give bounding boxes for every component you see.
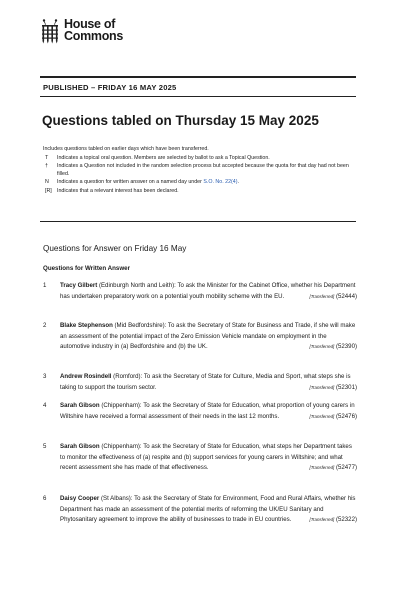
constituency: (Edinburgh North and Leith): [97, 282, 178, 289]
transferred-label: [Transferred] [309, 517, 335, 522]
note-dagger [43, 163, 353, 177]
notes-rule [40, 221, 356, 222]
question-text: To ask the Secretary of State for Business and Trade, if she will make an assessment of the potential impact of the Zero Emission Vehicle mandate on employment in the automotive industry in (a) Bedfordshire and (b) the UK. [60, 322, 356, 350]
question-body [60, 281, 357, 302]
question-text: To ask the Secretary of State for Environment, Food and Rural Affairs, whether his Department has made an assessment of the potential merits of reforming the UK/EU Sanitary and Phytosanitary agreement to improve the ability of businesses to trade in EU countries. [60, 495, 356, 523]
note-text: Indicates a topical oral question. Members are selected by ballot to ask a Topical Question. [57, 154, 270, 161]
note-text: Indicates a Question not included in the random selection process but accepted because the quota for that day had not been filled. [57, 163, 349, 177]
question-body [60, 442, 357, 474]
question-item [43, 442, 357, 474]
question-text: To ask the Minister for the Cabinet Office, whether his Department has undertaken preparatory work on a potential youth mobility scheme with the EU. [60, 282, 356, 300]
question-text: To ask the Secretary of State for Education, what steps her Department takes to monitor the effectiveness of (a) respite and (b) support services for young carers in Wiltshire; and what recent assessment she has made of that effectiveness. [60, 443, 352, 471]
constituency: (Romford): [111, 373, 144, 380]
question-number: 3 [43, 373, 47, 380]
transferred-label: [Transferred] [309, 344, 335, 349]
member-name: Tracy Gilbert [60, 282, 98, 289]
member-name: Blake Stephenson [60, 322, 113, 329]
question-text: To ask the Secretary of State for Culture, Media and Sport, what steps she is taking to support the tourism sector. [60, 373, 351, 391]
question-number: 6 [43, 495, 47, 502]
logo-line-2: Commons [64, 29, 124, 43]
question-number: 4 [43, 402, 47, 409]
note-symbol: † [45, 163, 48, 170]
section-title: Questions for Answer on Friday 16 May [43, 244, 187, 253]
member-name: Sarah Gibson [60, 402, 100, 409]
portcullis-icon [40, 18, 60, 44]
standing-order-link[interactable]: S.O. No. 22(4) [203, 179, 238, 186]
question-body [60, 321, 357, 353]
logo-line-1: House of [64, 17, 116, 31]
question-id: (52444) [335, 292, 357, 300]
transferred-label: [Transferred] [309, 384, 335, 390]
constituency: (Chippenham): [99, 402, 144, 409]
note-relevant-interest [43, 188, 353, 195]
question-item [43, 281, 357, 302]
note-symbol: N [45, 179, 49, 186]
question-body [60, 372, 357, 393]
published-date: PUBLISHED – FRIDAY 16 MAY 2025 [43, 83, 177, 92]
note-named-day [43, 179, 353, 186]
member-name: Daisy Cooper [60, 495, 100, 502]
note-topical [43, 155, 353, 162]
note-text-main: Indicates a question for written answer on a named day under [57, 179, 202, 186]
transferred-label: [Transferred] [309, 413, 335, 419]
question-body [60, 401, 357, 422]
question-id: (52476) [335, 412, 357, 420]
section-subtitle: Questions for Written Answer [43, 265, 130, 272]
note-suffix: . [237, 179, 239, 186]
member-name: Sarah Gibson [60, 443, 100, 450]
question-item [43, 494, 357, 526]
constituency: (Chippenham): [99, 443, 144, 450]
question-item [43, 372, 357, 393]
note-symbol: T [45, 154, 49, 161]
house-of-commons-logo [40, 18, 123, 44]
question-number: 1 [43, 282, 47, 289]
question-item [43, 321, 357, 353]
member-name: Andrew Rosindell [60, 373, 112, 380]
top-rule [40, 76, 356, 78]
transferred-label: [Transferred] [309, 293, 335, 299]
question-number: 5 [43, 443, 47, 450]
question-body [60, 494, 357, 526]
constituency: (Mid Bedfordshire): [112, 322, 168, 329]
notes-block [43, 146, 353, 195]
note-text: Indicates that a relevant interest has been declared. [57, 188, 179, 195]
page-title: Questions tabled on Thursday 15 May 2025 [42, 113, 319, 128]
published-rule [40, 96, 356, 97]
transferred-label: [Transferred] [309, 465, 335, 470]
constituency: (St Albans): [99, 495, 135, 502]
question-id: (52301) [335, 383, 357, 391]
question-item [43, 401, 357, 422]
note-text [57, 179, 353, 186]
question-number: 2 [43, 322, 47, 329]
notes-intro: Includes questions tabled on earlier days which have been transferred. [43, 146, 209, 152]
question-id: (52322) [335, 516, 357, 523]
logo-wordmark [64, 18, 123, 42]
question-text: To ask the Secretary of State for Education, what proportion of young carers in Wiltshire have received a formal assessment of their needs in the last 12 months. [60, 402, 355, 420]
question-id: (52390) [335, 343, 357, 350]
note-symbol: [R] [45, 188, 52, 195]
question-id: (52477) [335, 464, 357, 471]
